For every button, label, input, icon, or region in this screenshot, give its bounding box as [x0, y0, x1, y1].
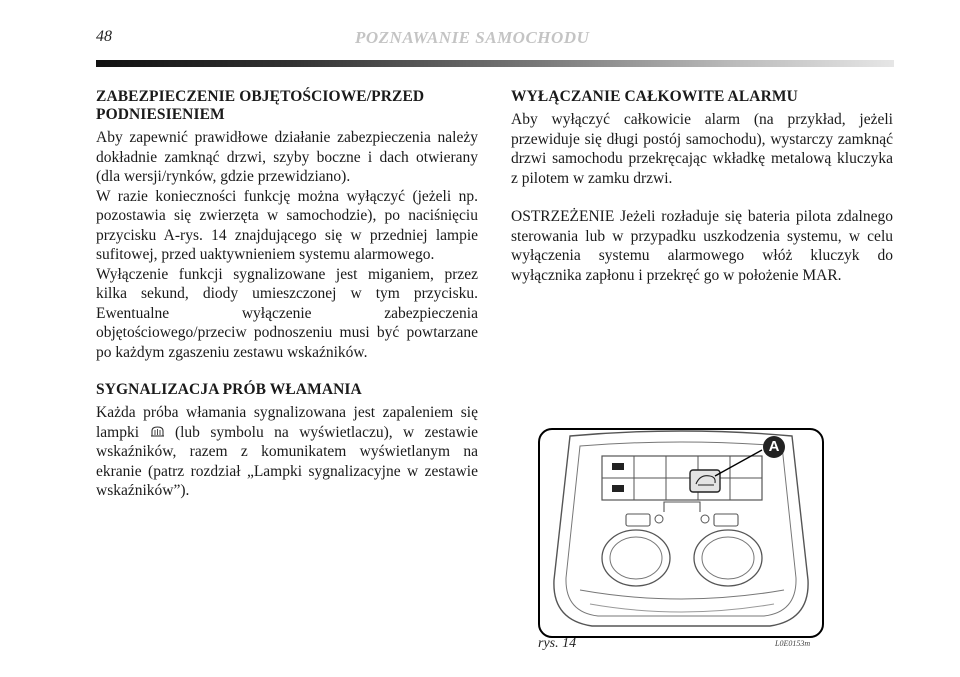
- alarm-lamp-icon: [150, 424, 165, 437]
- paragraph-volumetric-2: W razie konieczności funkcję można wyłączyć (jeżeli np. pozostawia się zwierzęta w samochodzie), po naciśnięciu przycisku A-rys. 14 znajdującego się w przedniej lampie sufitowej, przed uaktywnieniem systemu alarmowego.: [96, 187, 478, 263]
- left-column: [96, 88, 478, 501]
- section-title-line-1: ZABEZPIECZENIE OBJĘTOŚCIOWE/PRZED: [96, 88, 425, 105]
- section-title-line-2: PODNIESIENIEM: [96, 106, 225, 123]
- figure-code: L0E0153m: [775, 639, 811, 648]
- page-number: 48: [96, 28, 112, 45]
- paragraph-warning: OSTRZEŻENIE Jeżeli rozładuje się bateria pilota zdalnego sterowania lub w przypadku uszkodzenia systemu, w celu wyłączenia systemu alarmowego włóż kluczyk do wyłącznika zapłonu i przekręć go w położenie MAR.: [511, 208, 893, 284]
- figure-caption: rys. 14: [538, 636, 577, 651]
- ceiling-lamp-illustration: [540, 430, 822, 636]
- section-title-disable-alarm: WYŁĄCZANIE CAŁKOWITE ALARMU: [511, 88, 798, 105]
- section-title-intrusion: SYGNALIZACJA PRÓB WŁAMANIA: [96, 381, 362, 398]
- header-rule: [96, 60, 894, 67]
- paragraph-disable-alarm: Aby wyłączyć całkowicie alarm (na przykład, jeżeli przewiduje się długi postój samochodu), wystarczy zamknąć drzwi samochodu przekręcając wkładkę metalową kluczyka z pilotem w zamku drzwi.: [511, 111, 893, 187]
- ceiling-lamp-figure: [538, 428, 824, 638]
- intrusion-text-end: (lub symbolu na wyświetlaczu), w zestawie wskaźników, razem z komunikatem wyświetlanym na ekranie (patrz rozdział „Lampki sygnalizacyjne w zestawie wskaźników”).: [96, 423, 479, 499]
- right-column: [511, 88, 893, 285]
- running-title: POZNAWANIE SAMOCHODU: [355, 28, 590, 47]
- intrusion-text-start: Każda próba włamania sygnalizowana jest zapaleniem się lampki: [96, 404, 478, 441]
- paragraph-volumetric-3: Wyłączenie funkcji sygnalizowane jest miganiem, przez kilka sekund, diody umieszczonej w tym przycisku. Ewentualne wyłączenie zabezpieczenia objętościowego/przeciw podnoszeniu musi być powtarzane po każdym zgaszeniu zestawu wskaźników.: [96, 265, 478, 361]
- section-title-volumetric: [96, 88, 478, 124]
- callout-letter: A: [768, 438, 780, 455]
- paragraph-volumetric-1: Aby zapewnić prawidłowe działanie zabezpieczenia należy dokładnie zamknąć drzwi, szyby boczne i dach otwierany (dla wersji/rynków, gdzie przewidziano).: [96, 129, 478, 185]
- paragraph-intrusion: [96, 403, 478, 501]
